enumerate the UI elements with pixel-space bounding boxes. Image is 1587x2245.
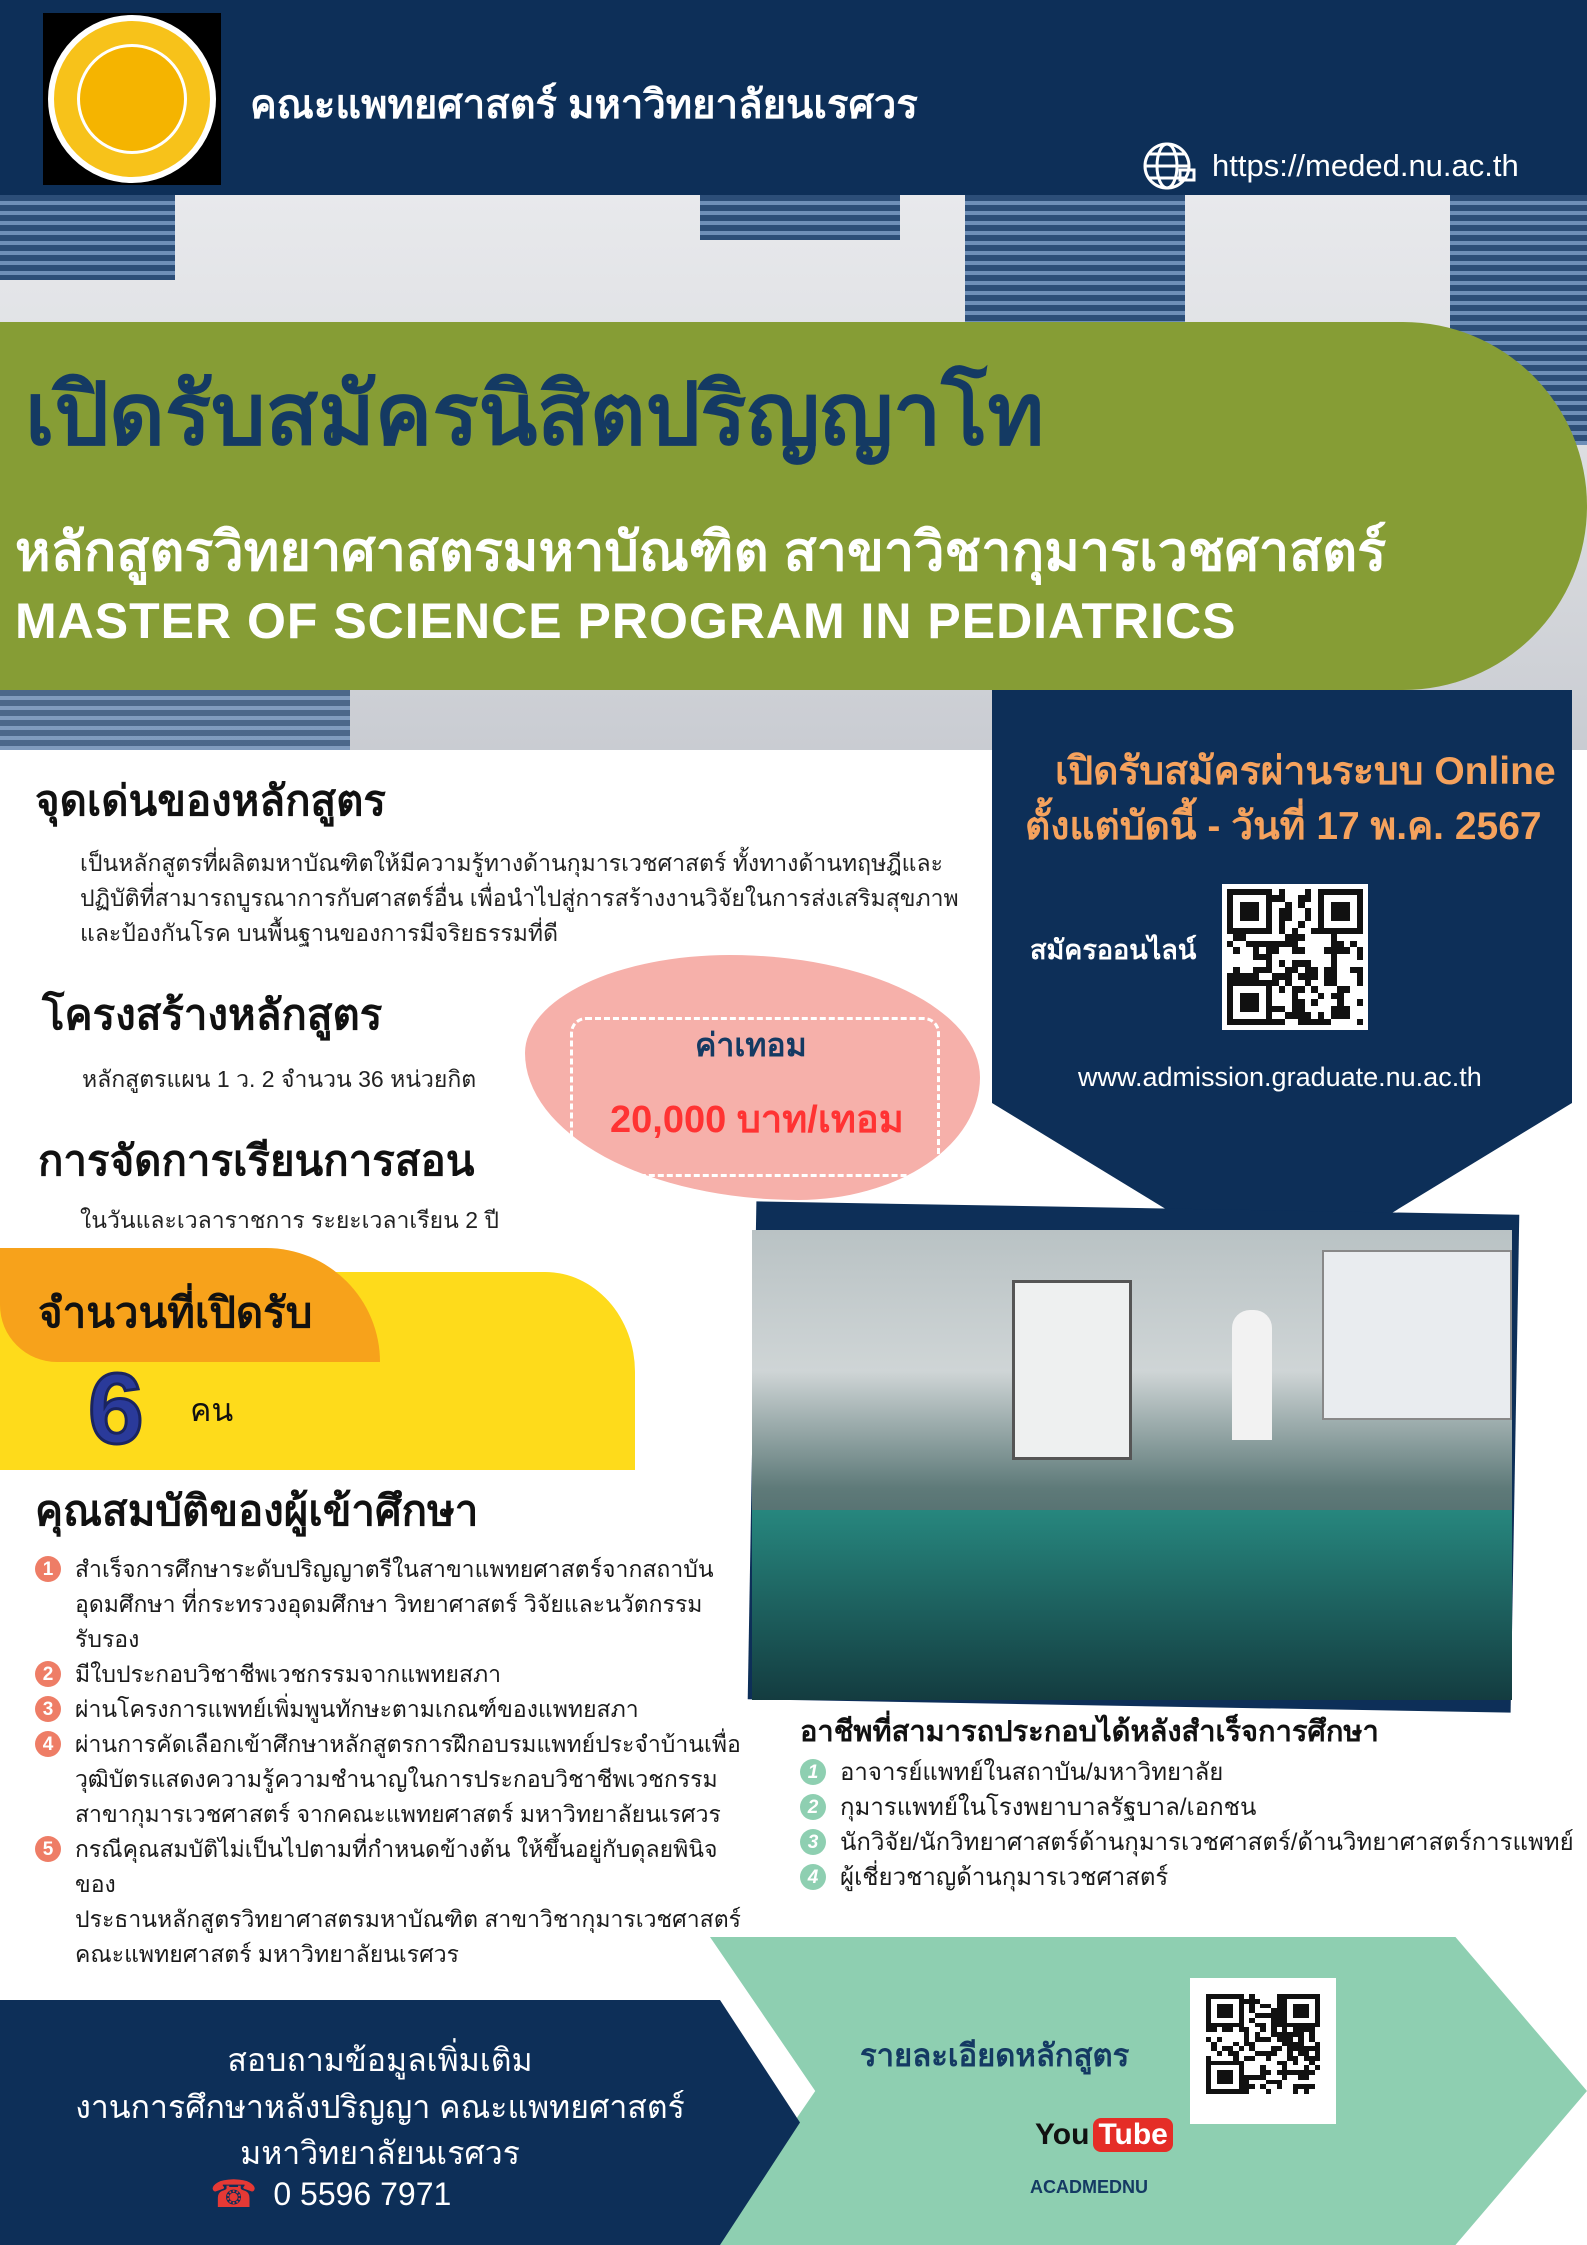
- contact-phone[interactable]: [210, 2172, 451, 2217]
- youtube-channel[interactable]: ACADMEDNU: [1030, 2177, 1148, 2197]
- program-title-en: MASTER OF SCIENCE PROGRAM IN PEDIATRICS: [15, 593, 1237, 649]
- teaching-heading: การจัดการเรียนการสอน: [38, 1137, 475, 1184]
- youtube-tube: Tube: [1093, 2118, 1172, 2152]
- text-line: คณะแพทยศาสตร์ มหาวิทยาลัยนเรศวร: [75, 1941, 460, 1967]
- structure-text: หลักสูตรแผน 1 ว. 2 จำนวน 36 หน่วยกิต: [82, 1066, 477, 1092]
- youtube-you: You: [1035, 2118, 1090, 2151]
- contact-line3: มหาวิทยาลัยนเรศวร: [240, 2135, 520, 2171]
- number-badge-icon: 3: [800, 1829, 826, 1855]
- faculty-name: คณะแพทยศาสตร์ มหาวิทยาลัยนเรศวร: [250, 83, 918, 127]
- apply-line1: เปิดรับสมัครผ่านระบบ Online: [1055, 750, 1556, 793]
- career-item: [800, 1755, 1574, 1790]
- text-line: กรณีคุณสมบัติไม่เป็นไปตามที่กำหนดข้างต้น ให้ขึ้นอยู่กับดุลยพินิจของ: [75, 1836, 718, 1897]
- apply-qr-code[interactable]: [1222, 884, 1368, 1030]
- faculty-logo: [43, 13, 221, 185]
- highlights-text: [80, 846, 959, 951]
- audience-chairs: [752, 1510, 1512, 1700]
- text-line: และป้องกันโรค บนพื้นฐานของการมีจริยธรรมที่ดี: [80, 920, 559, 946]
- number-badge-icon: 2: [35, 1661, 61, 1687]
- text-line: รับรอง: [75, 1626, 140, 1652]
- window-blind: [0, 195, 175, 280]
- career-item: [800, 1790, 1574, 1825]
- text-line: อุดมศึกษา ที่กระทรวงอุดมศึกษา วิทยาศาสตร์ วิจัยและนวัตกรรม: [75, 1591, 703, 1617]
- website-url[interactable]: https://meded.nu.ac.th: [1212, 148, 1519, 183]
- text-line: ประธานหลักสูตรวิทยาศาสตรมหาบัณฑิต สาขาวิชากุมารเวชศาสตร์: [75, 1906, 742, 1932]
- career-text: นักวิจัย/นักวิทยาศาสตร์ด้านกุมารเวชศาสตร์/ด้านวิทยาศาสตร์การแพทย์: [840, 1829, 1574, 1856]
- career-item: [800, 1825, 1574, 1860]
- details-qr-card[interactable]: [1190, 1978, 1336, 2124]
- number-badge-icon: 1: [35, 1556, 61, 1582]
- number-badge-icon: 1: [800, 1759, 826, 1785]
- structure-heading: โครงสร้างหลักสูตร: [42, 991, 383, 1038]
- career-text: อาจารย์แพทย์ในสถาบัน/มหาวิทยาลัย: [840, 1759, 1224, 1786]
- text-line: ปฏิบัติที่สามารถบูรณาการกับศาสตร์อื่น เพื่อนำไปสู่การสร้างงานวิจัยในการส่งเสริมสุขภาพ: [80, 885, 959, 911]
- classroom-photo: [752, 1230, 1512, 1700]
- contact-line1: สอบถามข้อมูลเพิ่มเติม: [227, 2042, 533, 2078]
- website-link[interactable]: [1140, 140, 1519, 192]
- qualifications-heading: คุณสมบัติของผู้เข้าศึกษา: [35, 1487, 479, 1534]
- qualification-item: [35, 1552, 755, 1657]
- career-text: กุมารแพทย์ในโรงพยาบาลรัฐบาล/เอกชน: [840, 1794, 1257, 1821]
- qualification-item: [35, 1692, 755, 1727]
- text-line: สำเร็จการศึกษาระดับปริญญาตรีในสาขาแพทยศาสตร์จากสถาบัน: [75, 1556, 714, 1582]
- text-line: มีใบประกอบวิชาชีพเวชกรรมจากแพทยสภา: [75, 1661, 502, 1687]
- text-line: สาขากุมารเวชศาสตร์ จากคณะแพทยศาสตร์ มหาวิทยาลัยนเรศวร: [75, 1801, 721, 1827]
- text-line: เป็นหลักสูตรที่ผลิตมหาบัณฑิตให้มีความรู้ทางด้านกุมารเวชศาสตร์ ทั้งทางด้านทฤษฎีและ: [80, 850, 943, 876]
- careers-list: [800, 1755, 1574, 1895]
- number-badge-icon: 3: [35, 1696, 61, 1722]
- careers-heading: อาชีพที่สามารถประกอบได้หลังสำเร็จการศึกษา: [800, 1716, 1379, 1748]
- highlights-heading: จุดเด่นของหลักสูตร: [35, 777, 386, 824]
- seats-label: จำนวนที่เปิดรับ: [38, 1289, 313, 1336]
- number-badge-icon: 4: [35, 1731, 61, 1757]
- details-banner: [710, 1937, 1587, 2245]
- number-badge-icon: 2: [800, 1794, 826, 1820]
- youtube-logo[interactable]: [1035, 2118, 1173, 2152]
- projector-screen: [1322, 1250, 1512, 1420]
- fee-amount: 20,000 บาท/เทอม: [610, 1099, 904, 1141]
- apply-url[interactable]: www.admission.graduate.nu.ac.th: [1078, 1062, 1482, 1092]
- career-text: ผู้เชี่ยวชาญด้านกุมารเวชศาสตร์: [840, 1864, 1169, 1891]
- whiteboard: [1012, 1280, 1132, 1460]
- fee-label: ค่าเทอม: [695, 1027, 807, 1063]
- number-badge-icon: 4: [800, 1864, 826, 1890]
- window-blind: [965, 195, 1185, 325]
- career-item: [800, 1860, 1574, 1895]
- number-badge-icon: 5: [35, 1836, 61, 1862]
- qualification-item: [35, 1832, 755, 1972]
- apply-deadline: ตั้งแต่บัดนี้ - วันที่ 17 พ.ค. 2567: [1025, 805, 1542, 848]
- qualifications-list: [35, 1552, 755, 1972]
- teaching-text: ในวันและเวลาราชการ ระยะเวลาเรียน 2 ปี: [80, 1207, 500, 1233]
- seats-number: 6: [88, 1353, 144, 1465]
- qualification-item: [35, 1727, 755, 1832]
- details-label: รายละเอียดหลักสูตร: [860, 2038, 1130, 2073]
- page-title: เปิดรับสมัครนิสิตปริญญาโท: [25, 367, 1045, 463]
- presenter: [1232, 1310, 1272, 1440]
- qualification-item: [35, 1657, 755, 1692]
- globe-icon: [1140, 140, 1198, 192]
- window-blind: [700, 195, 900, 240]
- apply-online-label: สมัครออนไลน์: [1030, 935, 1197, 965]
- window-blind: [0, 690, 350, 750]
- text-line: ผ่านการคัดเลือกเข้าศึกษาหลักสูตรการฝึกอบรมแพทย์ประจำบ้านเพื่อ: [75, 1731, 741, 1757]
- text-line: ผ่านโครงการแพทย์เพิ่มพูนทักษะตามเกณฑ์ของแพทยสภา: [75, 1696, 639, 1722]
- phone-icon: ☎: [210, 2174, 258, 2216]
- program-title-th: หลักสูตรวิทยาศาสตรมหาบัณฑิต สาขาวิชากุมารเวชศาสตร์: [15, 522, 1387, 582]
- text-line: วุฒิบัตรแสดงความรู้ความชำนาญในการประกอบวิชาชีพเวชกรรม: [75, 1766, 718, 1792]
- contact-line2: งานการศึกษาหลังปริญญา คณะแพทยศาสตร์: [75, 2089, 685, 2125]
- seats-unit: คน: [190, 1392, 234, 1428]
- details-qr-code[interactable]: [1206, 1994, 1320, 2094]
- phone-number[interactable]: 0 5596 7971: [273, 2176, 452, 2212]
